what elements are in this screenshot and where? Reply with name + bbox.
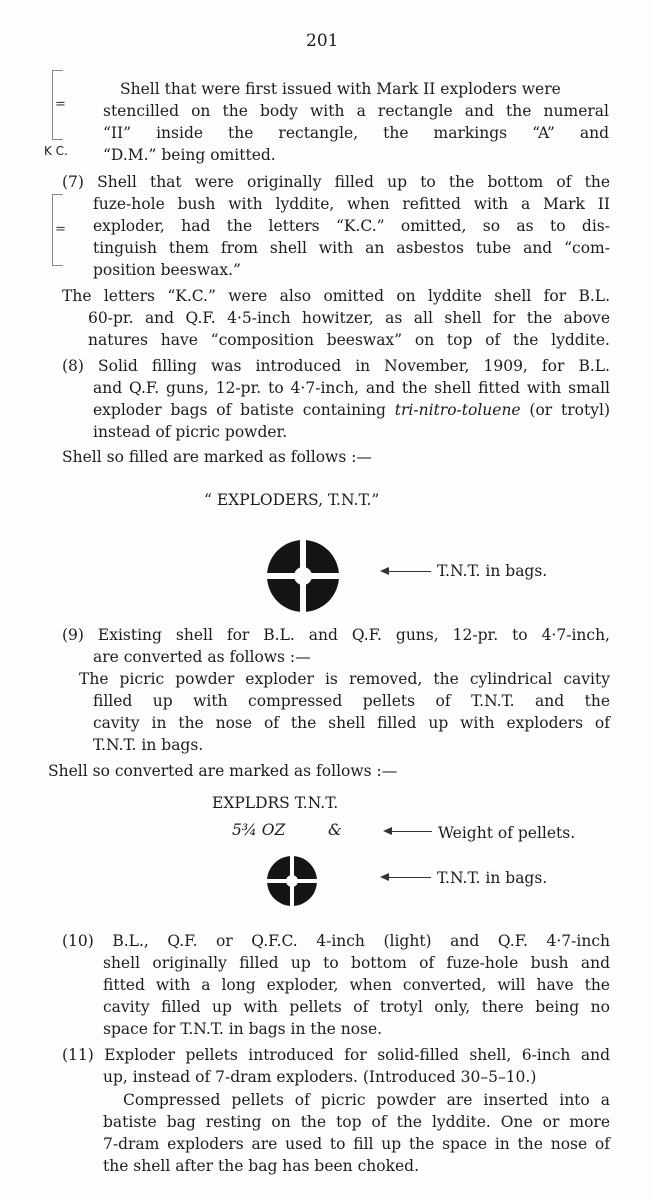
p11-line-3: Compressed pellets of picric powder are inserted into a	[123, 1091, 610, 1109]
p9-line-3: The picric powder exploder is removed, the cylindrical cavity	[79, 670, 610, 688]
marking1-disc-icon	[265, 538, 341, 614]
p8-line-3-pre: exploder bags of batiste containing	[93, 401, 395, 419]
p7b-line-3: natures have “composition beeswax” on top of the lyddite.	[88, 331, 610, 349]
p11-line-2: up, instead of 7-dram exploders. (Introduced 30–5–10.)	[103, 1068, 537, 1086]
p9-line-5: cavity in the nose of the shell filled up with exploders of	[93, 714, 610, 732]
marking2-amp: &	[328, 821, 342, 839]
marking2-title: EXPLDRS T.N.T.	[212, 794, 339, 812]
p8-line-1: (8) Solid filling was introduced in November, 1909, for B.L.	[62, 357, 610, 375]
p8-marked-intro: Shell so filled are marked as follows :—	[62, 448, 372, 466]
marking1-arrow-label: T.N.T. in bags.	[437, 562, 548, 580]
p9-line-4: filled up with compressed pellets of T.N.T. and the	[93, 692, 610, 710]
p10-line-2: shell originally filled up to bottom of fuze-hole bush and	[103, 954, 610, 972]
marking2-weight-arrow-line	[388, 831, 432, 832]
p7-line-3: exploder, had the letters “K.C.” omitted, so as to dis-	[93, 217, 610, 235]
p11-line-1: (11) Exploder pellets introduced for solid-filled shell, 6-inch and	[62, 1046, 610, 1064]
p7-line-2: fuze-hole bush with lyddite, when refitted with a Mark II	[93, 195, 610, 213]
p1-line-2: stencilled on the body with a rectangle and the numeral	[103, 102, 609, 120]
marking2-weight: 5¾ OZ	[232, 821, 286, 839]
p1-line-3: “II” inside the rectangle, the markings “A” and	[103, 124, 609, 142]
p10-line-3: fitted with a long exploder, when converted, will have the	[103, 976, 610, 994]
p10-line-4: cavity filled up with pellets of trotyl only, there being no	[103, 998, 610, 1016]
p7-line-5: position beeswax.”	[93, 261, 241, 279]
marking2-arrow-line	[385, 877, 431, 878]
p1-line-1: Shell that were first issued with Mark II exploders were	[120, 80, 561, 98]
marking2-disc-icon	[266, 855, 318, 907]
p8-line-4: instead of picric powder.	[93, 423, 288, 441]
margin-equals-1: =	[55, 97, 66, 112]
p9-line-6: T.N.T. in bags.	[93, 736, 204, 754]
p9-line-2: are converted as follows :—	[93, 648, 311, 666]
marking1-arrow-line	[385, 571, 431, 572]
margin-kc-label: K C.	[44, 144, 68, 158]
p8-italic-term: tri-nitro-toluene	[394, 401, 521, 419]
p11-line-4: batiste bag resting on the top of the lyddite. One or more	[103, 1113, 610, 1131]
p9-line-1: (9) Existing shell for B.L. and Q.F. guns, 12-pr. to 4·7-inch,	[62, 626, 610, 644]
p8-line-2: and Q.F. guns, 12-pr. to 4·7-inch, and the shell fitted with small	[93, 379, 610, 397]
p10-line-5: space for T.N.T. in bags in the nose.	[103, 1020, 383, 1038]
p11-line-6: the shell after the bag has been choked.	[103, 1157, 419, 1175]
marking1-title: “ EXPLODERS, T.N.T.”	[204, 491, 380, 509]
p1-line-4: “D.M.” being omitted.	[103, 146, 276, 164]
p8-line-3	[93, 399, 610, 421]
p7b-line-2: 60-pr. and Q.F. 4·5-inch howitzer, as all shell for the above	[88, 309, 610, 327]
p10-line-1: (10) B.L., Q.F. or Q.F.C. 4-inch (light) and Q.F. 4·7-inch	[62, 932, 610, 950]
p8-line-3-post: (or trotyl)	[520, 401, 610, 419]
page-number: 201	[306, 31, 339, 51]
p11-line-5: 7-dram exploders are used to fill up the space in the nose of	[103, 1135, 610, 1153]
p7b-line-1: The letters “K.C.” were also omitted on lyddite shell for B.L.	[62, 287, 610, 305]
p7-line-1: (7) Shell that were originally filled up to the bottom of the	[62, 173, 610, 191]
margin-equals-2: =	[55, 222, 66, 237]
p7-line-4: tinguish them from shell with an asbestos tube and “com-	[93, 239, 610, 257]
p9-marked-intro: Shell so converted are marked as follows :—	[48, 762, 398, 780]
marking2-weight-label: Weight of pellets.	[438, 824, 576, 842]
marking2-arrow-label: T.N.T. in bags.	[437, 869, 548, 887]
